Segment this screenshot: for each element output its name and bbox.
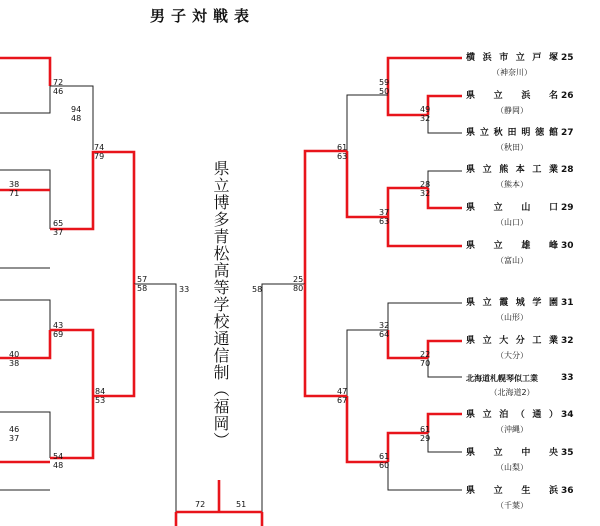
left-score: 48	[71, 114, 82, 123]
left-score: 48	[53, 461, 64, 470]
left-score: 94	[71, 105, 82, 114]
right-score: 80	[293, 284, 304, 293]
right-score: 28	[420, 180, 431, 189]
right-line	[428, 341, 462, 358]
left-score: 33	[179, 285, 190, 294]
left-score: 38	[9, 180, 20, 189]
left-score: 38	[9, 359, 20, 368]
team-name: 県 立 生 浜	[466, 486, 558, 496]
left-score: 54	[53, 452, 64, 461]
team-name: 県 立 泊 （ 通 ）	[466, 410, 558, 420]
right-line	[428, 96, 462, 115]
right-score: 49	[420, 105, 431, 114]
team-number: 36	[561, 486, 574, 496]
team-prefecture: （山梨）	[496, 463, 528, 472]
left-score: 72	[53, 78, 64, 87]
right-line	[428, 358, 462, 377]
left-score: 69	[53, 330, 64, 339]
right-score: 60	[379, 461, 390, 470]
left-score: 57	[137, 275, 148, 284]
right-score: 32	[420, 114, 431, 123]
right-score: 29	[420, 434, 431, 443]
team-name: 北 海 道 札 幌 琴 似 工 業	[466, 374, 538, 383]
left-score: 40	[9, 350, 20, 359]
right-score: 67	[337, 396, 348, 405]
team-name: 県 立 山 口	[466, 203, 558, 213]
right-score: 32	[420, 189, 431, 198]
right-line	[428, 414, 462, 433]
left-line	[0, 58, 50, 86]
left-line	[0, 170, 50, 229]
team-number: 31	[561, 298, 574, 308]
team-number: 25	[561, 53, 574, 63]
right-score: 63	[379, 217, 390, 226]
team-prefecture: （山形）	[496, 313, 528, 322]
team-number: 35	[561, 448, 574, 458]
team-name: 県 立 秋 田 明 徳 館	[466, 128, 558, 138]
right-line	[388, 217, 462, 246]
team-number: 34	[561, 410, 574, 420]
team-number: 30	[561, 241, 574, 251]
right-score: 61	[420, 425, 431, 434]
team-prefecture: （富山）	[496, 256, 528, 265]
right-score: 63	[337, 152, 348, 161]
right-score: 59	[379, 78, 390, 87]
left-line	[93, 284, 134, 396]
left-score: 46	[53, 87, 64, 96]
left-score: 72	[195, 500, 206, 509]
right-score: 61	[337, 143, 348, 152]
right-score: 58	[252, 285, 263, 294]
right-score: 64	[379, 330, 390, 339]
left-score: 74	[94, 143, 105, 152]
team-number: 26	[561, 91, 574, 101]
left-score: 37	[9, 434, 20, 443]
left-score: 65	[53, 219, 64, 228]
left-line	[0, 300, 50, 330]
team-prefecture: （静岡）	[496, 106, 528, 115]
left-line	[0, 412, 50, 458]
right-line	[347, 95, 388, 151]
team-prefecture: （北海道2）	[489, 388, 535, 397]
team-prefecture: （熊本）	[496, 180, 528, 189]
left-score: 84	[95, 387, 106, 396]
champion-school: 県立博多青松高等学校通信制（福岡）	[211, 160, 230, 449]
team-prefecture: （山口）	[496, 218, 528, 227]
left-score: 79	[94, 152, 105, 161]
right-score: 50	[379, 87, 390, 96]
right-score: 32	[379, 321, 390, 330]
right-line	[428, 171, 462, 188]
left-line	[50, 330, 93, 396]
left-line	[50, 396, 93, 458]
right-line	[347, 330, 388, 396]
left-score: 43	[53, 321, 64, 330]
right-line	[388, 462, 462, 490]
team-prefecture: （千葉）	[496, 501, 528, 510]
right-line	[262, 284, 305, 512]
team-name: 県 立 中 央	[466, 448, 558, 458]
right-line	[388, 58, 462, 95]
right-score: 51	[236, 500, 247, 509]
team-name: 県 立 熊 本 工 業	[466, 165, 558, 175]
right-line	[305, 284, 347, 396]
left-line	[134, 284, 176, 512]
right-score: 61	[379, 452, 390, 461]
team-prefecture: （神奈川）	[492, 68, 532, 77]
right-line	[388, 303, 462, 330]
right-score: 25	[293, 275, 304, 284]
team-name: 県 立 雄 峰	[466, 241, 558, 251]
right-line	[428, 188, 462, 208]
team-name: 横 浜 市 立 戸 塚	[466, 53, 558, 63]
team-name: 県 立 浜 名	[466, 91, 558, 101]
right-line	[305, 151, 347, 284]
right-score: 70	[420, 359, 431, 368]
left-line	[0, 86, 50, 113]
right-score: 37	[379, 208, 390, 217]
left-line	[0, 330, 50, 358]
team-number: 33	[561, 373, 574, 383]
right-score: 47	[337, 387, 348, 396]
team-number: 29	[561, 203, 574, 213]
team-number: 32	[561, 336, 574, 346]
left-score: 71	[9, 189, 20, 198]
team-prefecture: （大分）	[496, 351, 528, 360]
right-line	[428, 433, 462, 452]
team-prefecture: （秋田）	[496, 143, 528, 152]
team-prefecture: （沖縄）	[496, 425, 528, 434]
left-score: 37	[53, 228, 64, 237]
team-name: 県 立 大 分 工 業	[466, 336, 558, 346]
left-score: 58	[137, 284, 148, 293]
team-name: 県 立 霞 城 学 園	[466, 298, 558, 308]
left-score: 46	[9, 425, 20, 434]
right-line	[428, 115, 462, 133]
left-score: 53	[95, 396, 106, 405]
left-line	[50, 152, 134, 284]
right-score: 22	[420, 350, 431, 359]
page-title: 男子対戦表	[150, 7, 256, 25]
team-number: 27	[561, 128, 574, 138]
team-number: 28	[561, 165, 574, 175]
